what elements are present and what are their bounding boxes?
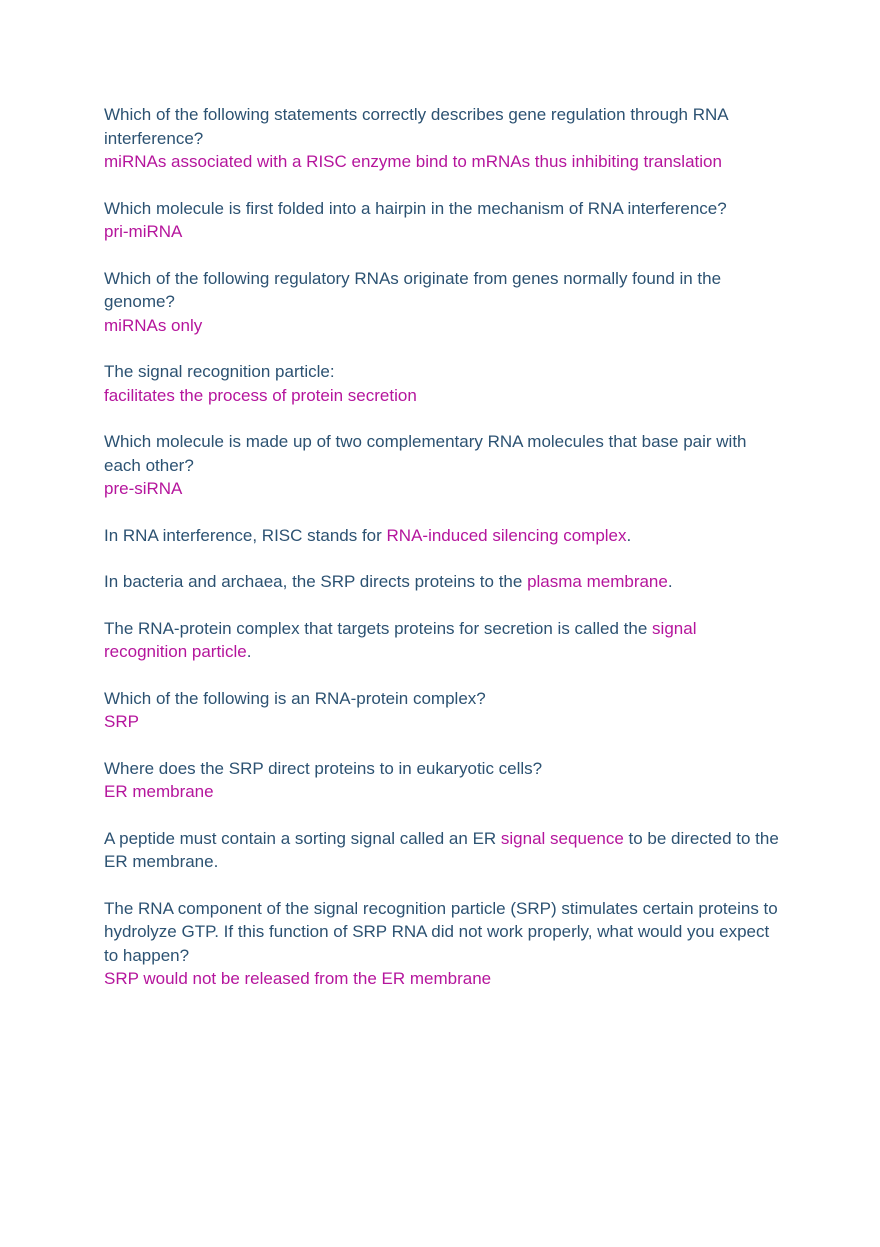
- question-text: The RNA component of the signal recognition particle (SRP) stimulates certain proteins to hydrolyze GTP. If this function of SRP RNA did not work properly, what would you expect to happen?: [104, 898, 778, 965]
- answer-text: facilitates the process of protein secretion: [104, 385, 417, 405]
- question-text: Which of the following statements correctly describes gene regulation through RNA interference?: [104, 105, 728, 148]
- sentence-prefix: In RNA interference, RISC stands for: [104, 525, 387, 545]
- answer-text: RNA-induced silencing complex: [386, 525, 627, 545]
- sentence-prefix: A peptide must contain a sorting signal called an ER: [104, 828, 501, 848]
- question-text: Which molecule is made up of two complementary RNA molecules that base pair with each other?: [104, 432, 747, 475]
- qa-item-10: [104, 757, 784, 804]
- qa-item-12: [104, 897, 784, 991]
- qa-item-8: [104, 617, 784, 664]
- sentence-suffix: to be directed to the ER membrane.: [104, 828, 779, 871]
- question-text: Where does the SRP direct proteins to in eukaryotic cells?: [104, 758, 543, 778]
- answer-text: SRP: [104, 712, 139, 731]
- sentence-prefix: In bacteria and archaea, the SRP directs proteins to the: [104, 572, 528, 591]
- fill-in-sentence: [104, 827, 784, 874]
- answer-text: SRP would not be released from the ER membrane: [104, 969, 492, 988]
- answer-text: signal sequence: [500, 828, 624, 848]
- question-text: Which molecule is first folded into a hairpin in the mechanism of RNA interference?: [104, 198, 727, 218]
- document-page: [104, 103, 784, 1014]
- fill-in-sentence: [104, 617, 784, 664]
- question-text: The signal recognition particle:: [104, 362, 335, 381]
- answer-text: miRNAs associated with a RISC enzyme bind to mRNAs thus inhibiting translation: [104, 152, 722, 171]
- fill-in-sentence: [104, 570, 784, 594]
- qa-item-9: [104, 687, 784, 734]
- answer-text: miRNAs only: [104, 315, 203, 335]
- sentence-suffix: .: [626, 525, 632, 545]
- question-text: Which of the following is an RNA-protein complex?: [104, 688, 486, 708]
- answer-text: signal recognition particle: [104, 618, 697, 661]
- sentence-suffix: .: [667, 572, 673, 591]
- qa-item-5: [104, 430, 784, 501]
- qa-item-2: [104, 197, 784, 244]
- qa-item-6: [104, 524, 784, 548]
- fill-in-sentence: [104, 524, 784, 548]
- qa-item-4: [104, 360, 784, 407]
- answer-text: ER membrane: [104, 782, 214, 801]
- qa-item-11: [104, 827, 784, 874]
- answer-text: plasma membrane: [527, 572, 668, 591]
- answer-text: pre-siRNA: [104, 479, 183, 498]
- question-text: Which of the following regulatory RNAs originate from genes normally found in the genome?: [104, 268, 722, 311]
- sentence-suffix: .: [246, 642, 252, 661]
- sentence-prefix: The RNA-protein complex that targets proteins for secretion is called the: [104, 618, 653, 638]
- answer-text: pri-miRNA: [104, 222, 183, 241]
- qa-item-1: [104, 103, 784, 174]
- qa-item-3: [104, 267, 784, 338]
- qa-item-7: [104, 570, 784, 594]
